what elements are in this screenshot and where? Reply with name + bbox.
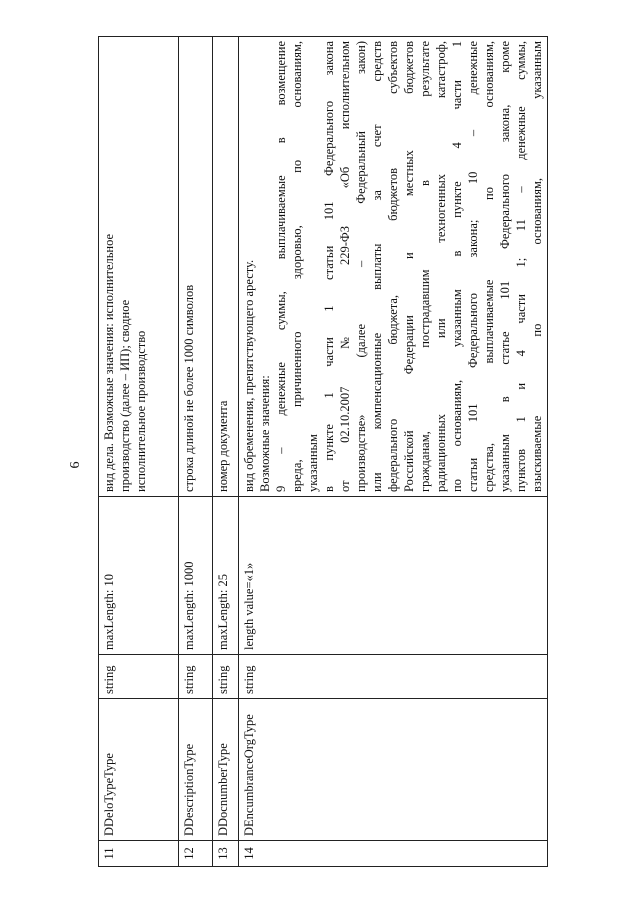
type-name: DEncumbranceOrgType: [239, 699, 548, 841]
base-type: string: [99, 655, 179, 699]
description-line: указанным: [306, 434, 320, 492]
description-line: Российской Федерации и местных бюджетов: [402, 41, 416, 492]
base-type: string: [213, 655, 239, 699]
type-name: DDocnumberType: [213, 699, 239, 841]
description-line: от 02.10.2007 № 229-ФЗ «Об исполнительном: [338, 41, 352, 492]
description-line: или компенсационные выплаты за счет средств: [370, 41, 384, 492]
table-row: [239, 37, 548, 867]
description: [99, 37, 179, 497]
constraint: length value=«1»: [239, 497, 548, 655]
constraint: maxLength: 10: [99, 497, 179, 655]
description-line: Возможные значения:: [258, 375, 272, 492]
description-line: производство (далее – ИП); сводное: [118, 299, 132, 492]
description: строка длиной не более 1000 символов: [179, 37, 213, 497]
description-line: средства, выплачиваемые по основаниям,: [482, 41, 496, 492]
table-row: [213, 37, 239, 867]
description-line: взыскиваемые по основаниям, указанным: [530, 41, 544, 492]
rotated-table-content: [98, 37, 553, 867]
description-line: федерального бюджета, бюджетов субъектов: [386, 41, 400, 492]
row-number: 14: [239, 841, 548, 867]
description-line: статьи 101 Федерального закона; 10 – денежные: [466, 41, 480, 492]
base-type: string: [179, 655, 213, 699]
constraint: maxLength: 1000: [179, 497, 213, 655]
type-name: DDescriptionType: [179, 699, 213, 841]
constraint: maxLength: 25: [213, 497, 239, 655]
description-line: гражданам, пострадавшим в результате: [418, 41, 432, 492]
description-line: в пункте 1 части 1 статьи 101 Федерального закона: [322, 41, 336, 492]
description-line: производстве» (далее – Федеральный закон): [354, 41, 368, 492]
description-line: исполнительное производство: [134, 330, 148, 492]
row-number: 11: [99, 841, 179, 867]
row-number: 12: [179, 841, 213, 867]
description-line: по основаниям, указанным в пункте 4 части 1: [450, 41, 464, 492]
description: [239, 37, 548, 497]
table-row: [99, 37, 179, 867]
description-line: пунктов 1 и 4 части 1; 11 – денежные суммы,: [514, 41, 528, 492]
type-definitions-table: [98, 36, 548, 867]
description-line: вид обременения, препятствующего аресту.: [242, 259, 256, 492]
description-line: вид дела. Возможные значения: исполнительное: [102, 233, 116, 492]
description: номер документа: [213, 37, 239, 497]
type-name: DDeloTypeType: [99, 699, 179, 841]
description-line: 9 – денежные суммы, выплачиваемые в возмещение: [274, 41, 288, 492]
row-number: 13: [213, 841, 239, 867]
description-line: радиационных или техногенных катастроф,: [434, 41, 448, 492]
description-line: указанным в статье 101 Федерального закона, кроме: [498, 41, 512, 492]
description-line: вреда, причиненного здоровью, по основаниям,: [290, 41, 304, 492]
table-row: [179, 37, 213, 867]
base-type: string: [239, 655, 548, 699]
page-number: 6: [68, 461, 83, 469]
